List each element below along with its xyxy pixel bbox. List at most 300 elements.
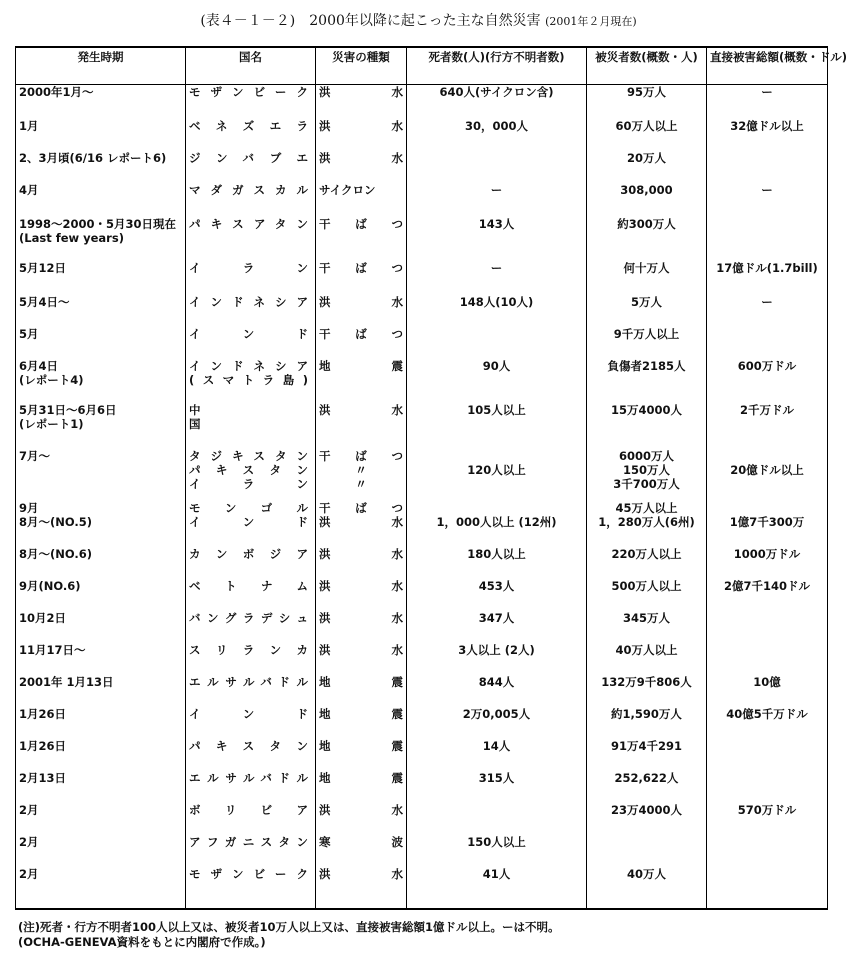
cell-deaths [407, 151, 587, 183]
country-text: エルサルバドル [189, 770, 312, 785]
damage-text [710, 611, 824, 625]
type-line [319, 803, 403, 817]
type-line [319, 119, 403, 133]
header-text: 死者数(人) [428, 50, 485, 64]
type-char: 洪 [319, 85, 331, 99]
type-text: サイクロン [319, 182, 376, 197]
date-text: 2000年1月～ [19, 85, 94, 99]
cell-country [186, 403, 316, 449]
table-row [16, 217, 828, 261]
type-char: つ [391, 326, 403, 341]
cell-date [16, 579, 186, 611]
date-text: 2、3月頃(6/16 レポート6) [19, 150, 167, 165]
date-text: 5月 [19, 326, 39, 341]
affected-text: 345万人 [622, 610, 670, 625]
header-text: (概数・人) [641, 50, 698, 64]
cell-country [186, 501, 316, 515]
cell-affected [587, 739, 707, 771]
damage-text: 600万ドル [737, 358, 797, 373]
date-text: 5月12日 [19, 260, 67, 275]
title-sub: (2001年２月現在) [545, 15, 637, 28]
type-char: 洪 [319, 802, 331, 817]
cell-date [16, 771, 186, 803]
country-text: バングラデシュ [189, 610, 312, 625]
cell-deaths [407, 261, 587, 295]
date-text: 1月26日 [19, 706, 67, 721]
table-row [16, 295, 828, 327]
cell-damage [707, 835, 828, 867]
damage-text [710, 643, 824, 657]
damage-text: 570万ドル [737, 802, 797, 817]
date-text: 9月(NO.6) [19, 578, 81, 593]
table-row [16, 119, 828, 151]
type-line [319, 611, 403, 625]
deaths-text: 3人以上 (2人) [458, 642, 535, 657]
type-line [319, 295, 403, 309]
affected-text: 23万4000人 [610, 802, 682, 817]
cell-type [316, 675, 407, 707]
country-text: マダガスカル [189, 182, 312, 197]
type-line [319, 85, 403, 99]
cell-affected [587, 449, 707, 501]
table-row [16, 771, 828, 803]
cell-date [16, 501, 186, 515]
type-char: 洪 [319, 402, 331, 417]
cell-deaths [407, 85, 587, 119]
deaths-text: 30，000人 [464, 118, 528, 133]
date-text: 11月17日～ [19, 642, 86, 657]
cell-affected [587, 867, 707, 909]
cell-deaths [407, 449, 587, 501]
date-text: 7月～ [19, 448, 51, 463]
cell-country [186, 119, 316, 151]
date-text: 1998～2000・5月30日現在 [19, 216, 177, 231]
type-char: つ [391, 500, 403, 515]
cell-date [16, 643, 186, 675]
type-char: 水 [391, 642, 403, 657]
deaths-text: 143人 [478, 216, 515, 231]
table-row [16, 151, 828, 183]
damage-text [710, 867, 824, 881]
table-row [16, 579, 828, 611]
table-row [16, 739, 828, 771]
deaths-text: 453人 [478, 578, 515, 593]
type-char: 干 [319, 326, 331, 341]
type-char: 水 [391, 118, 403, 133]
type-line [319, 707, 403, 721]
damage-text [710, 739, 824, 753]
cell-deaths [407, 515, 587, 547]
cell-deaths [407, 183, 587, 217]
header-text: 直接被害総額 [710, 50, 779, 64]
type-char: 地 [319, 770, 331, 785]
country-text: エルサルバドル [189, 674, 312, 689]
cell-affected [587, 675, 707, 707]
cell-affected [587, 217, 707, 261]
type-char: 水 [391, 294, 403, 309]
header-deaths [407, 47, 587, 85]
type-char: 水 [391, 610, 403, 625]
cell-type [316, 547, 407, 579]
type-char: 水 [391, 402, 403, 417]
date-text: (レポート4) [19, 372, 84, 387]
cell-country [186, 217, 316, 261]
affected-text: 何十万人 [623, 260, 670, 275]
type-char: つ [391, 216, 403, 231]
date-text: 5月31日～6月6日 [19, 402, 117, 417]
type-char: 水 [391, 150, 403, 165]
cell-country [186, 261, 316, 295]
cell-type [316, 611, 407, 643]
cell-deaths [407, 327, 587, 359]
affected-text: 60万人以上 [615, 118, 678, 133]
type-line [319, 151, 403, 165]
type-char: 洪 [319, 866, 331, 881]
affected-text: 150万人 [622, 462, 670, 477]
cell-damage [707, 119, 828, 151]
cell-deaths [407, 675, 587, 707]
cell-country [186, 579, 316, 611]
cell-date [16, 547, 186, 579]
type-char: つ [391, 448, 403, 463]
country-text: パキスタン [189, 462, 312, 477]
table-row [16, 85, 828, 119]
deaths-text [410, 151, 583, 165]
type-line [319, 477, 403, 491]
damage-text [710, 151, 824, 165]
cell-type [316, 643, 407, 675]
damage-text: 2千万ドル [739, 402, 794, 417]
affected-text: 20万人 [626, 150, 666, 165]
type-char: 震 [391, 706, 403, 721]
damage-text [710, 771, 824, 785]
cell-damage [707, 675, 828, 707]
type-line [319, 867, 403, 881]
cell-damage [707, 261, 828, 295]
type-char: 干 [319, 448, 331, 463]
table-row [16, 707, 828, 739]
cell-affected [587, 771, 707, 803]
type-line [319, 217, 403, 231]
date-text: (レポート1) [19, 416, 84, 431]
cell-country [186, 643, 316, 675]
affected-text: 132万9千806人 [601, 674, 692, 689]
type-char: 震 [391, 738, 403, 753]
type-char: ば [355, 260, 367, 275]
type-char [319, 463, 323, 477]
table-row [16, 515, 828, 547]
cell-deaths [407, 611, 587, 643]
cell-affected [587, 803, 707, 835]
cell-deaths [407, 771, 587, 803]
title-main: (表４－１－２) 2000年以降に起こった主な自然災害 [200, 13, 541, 29]
table-row [16, 803, 828, 835]
cell-type [316, 739, 407, 771]
affected-text [590, 835, 703, 849]
cell-damage [707, 739, 828, 771]
cell-affected [587, 707, 707, 739]
affected-text: 40万人 [626, 866, 666, 881]
table-row [16, 501, 828, 515]
type-char [319, 477, 323, 491]
type-char: 地 [319, 706, 331, 721]
date-text: 8月～(NO.6) [19, 546, 93, 561]
type-char: 洪 [319, 118, 331, 133]
type-char: 水 [391, 578, 403, 593]
cell-date [16, 85, 186, 119]
cell-country [186, 675, 316, 707]
country-text: インドネシア [189, 358, 312, 373]
country-text: ボリビア [189, 802, 312, 817]
cell-affected [587, 501, 707, 515]
cell-country [186, 359, 316, 403]
country-text: イラン [189, 476, 312, 491]
affected-text: 91万4千291 [610, 738, 682, 753]
date-text: 1月 [19, 118, 39, 133]
cell-type [316, 771, 407, 803]
deaths-text: 347人 [478, 610, 515, 625]
affected-text: 5万人 [630, 294, 662, 309]
type-char: 地 [319, 738, 331, 753]
deaths-text: ー [490, 260, 503, 275]
cell-damage [707, 867, 828, 909]
table-row [16, 359, 828, 403]
type-char: 地 [319, 674, 331, 689]
cell-affected [587, 643, 707, 675]
cell-deaths [407, 501, 587, 515]
damage-text: 40億5千万ドル [726, 706, 808, 721]
date-text: 10月2日 [19, 610, 67, 625]
affected-text: 252,622人 [614, 770, 679, 785]
country-text: パキスタン [189, 738, 312, 753]
cell-type [316, 501, 407, 515]
cell-type [316, 261, 407, 295]
type-char: 洪 [319, 578, 331, 593]
type-line [319, 771, 403, 785]
deaths-text: 1，000人以上 (12州) [436, 514, 557, 529]
affected-text: 約1,590万人 [611, 706, 682, 721]
affected-text: 220万人以上 [611, 546, 682, 561]
type-char: 洪 [319, 294, 331, 309]
damage-text [710, 217, 824, 231]
cell-country [186, 739, 316, 771]
cell-affected [587, 611, 707, 643]
page-title [0, 10, 837, 30]
type-line [319, 463, 403, 477]
type-line [319, 579, 403, 593]
affected-text: 3千700万人 [613, 476, 680, 491]
cell-damage [707, 183, 828, 217]
type-char: 地 [319, 358, 331, 373]
table-row [16, 643, 828, 675]
type-char: 水 [391, 866, 403, 881]
damage-text: 1億7千300万 [729, 514, 805, 529]
cell-damage [707, 151, 828, 183]
cell-damage [707, 515, 828, 547]
cell-type [316, 295, 407, 327]
damage-text: ー [761, 294, 773, 309]
cell-deaths [407, 643, 587, 675]
country-text: タジキスタン [189, 448, 312, 463]
date-text: 2月 [19, 866, 39, 881]
cell-date [16, 515, 186, 547]
type-line [319, 739, 403, 753]
deaths-text: 105人以上 [467, 402, 526, 417]
type-char: 干 [319, 216, 331, 231]
country-text: 中 [189, 402, 205, 417]
type-char [399, 477, 403, 491]
footnote [18, 920, 560, 950]
country-text: モンゴル [189, 500, 312, 515]
deaths-text: 148人(10人) [459, 294, 534, 309]
date-text: 2月 [19, 834, 39, 849]
cell-damage [707, 803, 828, 835]
cell-type [316, 359, 407, 403]
cell-date [16, 119, 186, 151]
cell-deaths [407, 295, 587, 327]
footnote-line-2: (OCHA-GENEVA資料をもとに内閣府で作成。) [18, 935, 266, 949]
cell-deaths [407, 867, 587, 909]
cell-date [16, 867, 186, 909]
cell-country [186, 327, 316, 359]
country-text: インドネシア [189, 294, 312, 309]
deaths-text: 41人 [482, 866, 511, 881]
affected-text: 500万人以上 [611, 578, 682, 593]
cell-damage [707, 579, 828, 611]
table-header-row [16, 47, 828, 85]
cell-country [186, 515, 316, 547]
cell-damage [707, 707, 828, 739]
cell-deaths [407, 217, 587, 261]
cell-deaths [407, 739, 587, 771]
damage-text [710, 449, 824, 463]
cell-affected [587, 835, 707, 867]
type-char: 洪 [319, 150, 331, 165]
cell-country [186, 611, 316, 643]
deaths-text: 90人 [482, 358, 511, 373]
type-line [319, 675, 403, 689]
cell-affected [587, 547, 707, 579]
damage-text: 32億ドル以上 [730, 118, 804, 133]
date-text: 2月13日 [19, 770, 67, 785]
cell-country [186, 707, 316, 739]
date-text: 8月～(NO.5) [19, 514, 93, 529]
deaths-text: 14人 [482, 738, 511, 753]
table-row [16, 611, 828, 643]
cell-affected [587, 327, 707, 359]
country-text: ジンバブエ [189, 150, 312, 165]
cell-affected [587, 183, 707, 217]
header-text: (概数・ドル) [779, 50, 847, 64]
cell-country [186, 867, 316, 909]
cell-damage [707, 359, 828, 403]
cell-country [186, 295, 316, 327]
cell-date [16, 261, 186, 295]
cell-damage [707, 85, 828, 119]
cell-date [16, 707, 186, 739]
damage-text: 20億ドル以上 [730, 462, 804, 477]
cell-type [316, 579, 407, 611]
damage-text: ー [761, 182, 773, 197]
header-damage [707, 47, 847, 85]
cell-date [16, 403, 186, 449]
date-text: 4月 [19, 182, 39, 197]
deaths-text: ー [490, 182, 503, 197]
cell-affected [587, 403, 707, 449]
header-date [16, 47, 186, 85]
country-text: ベトナム [189, 578, 312, 593]
cell-country [186, 85, 316, 119]
type-char: 震 [391, 358, 403, 373]
date-text: 2月 [19, 802, 39, 817]
damage-text [710, 501, 824, 515]
footnote-line-1: (注)死者・行方不明者100人以上又は、被災者10万人以上又は、直接被害総額1億ドル以上。ーは不明。 [18, 920, 560, 934]
cell-type [316, 449, 407, 501]
cell-damage [707, 217, 828, 261]
deaths-text [410, 327, 583, 341]
header-text: 国名 [239, 50, 262, 64]
cell-type [316, 867, 407, 909]
cell-type [316, 119, 407, 151]
country-text: (スマトラ島) [189, 372, 312, 387]
cell-country [186, 835, 316, 867]
country-text: インド [189, 326, 312, 341]
cell-date [16, 803, 186, 835]
cell-date [16, 449, 186, 501]
cell-damage [707, 295, 828, 327]
date-text: 2001年 1月13日 [19, 674, 114, 689]
type-line [319, 261, 403, 275]
type-line [319, 643, 403, 657]
cell-country [186, 771, 316, 803]
damage-text: 17億ドル(1.7bill) [716, 260, 818, 275]
damage-text: 10億 [753, 674, 781, 689]
type-char: ば [355, 500, 367, 515]
cell-date [16, 359, 186, 403]
deaths-text: 844人 [478, 674, 515, 689]
cell-type [316, 327, 407, 359]
country-text: ベネズエラ [189, 118, 312, 133]
type-line [319, 547, 403, 561]
deaths-text: 180人以上 [467, 546, 526, 561]
affected-text: 40万人以上 [615, 642, 678, 657]
cell-type [316, 515, 407, 547]
cell-date [16, 611, 186, 643]
damage-text: 1000万ドル [733, 546, 801, 561]
header-text: 災害の種類 [332, 50, 390, 64]
header-country [186, 47, 316, 85]
table-row [16, 261, 828, 295]
affected-text: 6000万人 [618, 448, 674, 463]
header-text: 発生時期 [77, 50, 124, 64]
country-text: イラン [189, 260, 312, 275]
cell-deaths [407, 803, 587, 835]
country-text: アフガニスタン [189, 834, 312, 849]
affected-text: 1，280万人(6州) [598, 514, 695, 529]
deaths-text [410, 449, 583, 463]
cell-type [316, 835, 407, 867]
type-char: 水 [391, 546, 403, 561]
type-char: 水 [391, 85, 403, 99]
cell-affected [587, 261, 707, 295]
cell-type [316, 151, 407, 183]
type-char: 〃 [355, 462, 367, 477]
country-text: カンボジア [189, 546, 312, 561]
type-char: 水 [391, 514, 403, 529]
cell-affected [587, 515, 707, 547]
type-line [319, 835, 403, 849]
cell-type [316, 85, 407, 119]
